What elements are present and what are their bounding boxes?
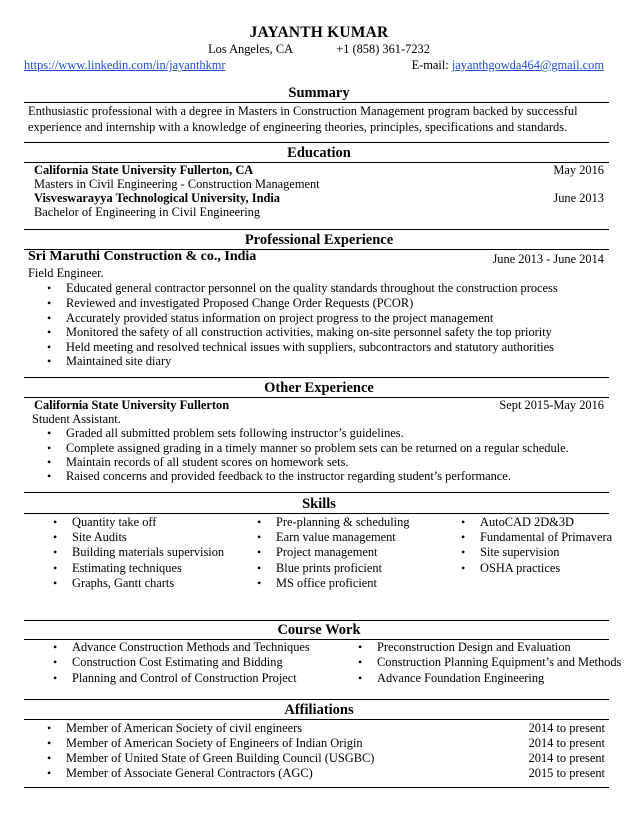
degree: Masters in Civil Engineering - Construction Management: [34, 177, 320, 191]
course-item: • Advance Foundation Engineering: [377, 671, 544, 686]
other-date: Sept 2015-May 2016: [499, 398, 604, 412]
email-link[interactable]: jayanthgowda464@gmail.com: [451, 58, 604, 72]
affiliation-date: 2014 to present: [528, 721, 605, 735]
role: Student Assistant.: [32, 412, 121, 426]
course-item: • Preconstruction Design and Evaluation: [377, 640, 571, 655]
skill-item: • Building materials supervision: [72, 545, 224, 560]
skill-item: • Project management: [276, 545, 378, 560]
experience-bullet: • Held meeting and resolved technical issues with suppliers, subcontractors and statutory authorities: [66, 340, 554, 355]
affiliation-item: • Member of United State of Green Building Council (USGBC): [66, 751, 374, 766]
degree: Bachelor of Engineering in Civil Engineering: [34, 205, 261, 219]
other-bullet: • Raised concerns and provided feedback to the instructor regarding student’s performance.: [66, 469, 511, 484]
skill-item: • Earn value management: [276, 530, 396, 545]
experience-bullet: • Educated general contractor personnel on the quality standards throughout the construction process: [66, 281, 558, 296]
skill-item: • Site supervision: [480, 545, 560, 560]
skill-item: • Fundamental of Primavera: [480, 530, 612, 545]
email-label: E-mail:: [411, 58, 449, 72]
affiliation-date: 2014 to present: [528, 751, 605, 765]
affiliations-bottom-divider: [24, 787, 609, 788]
education-heading: Education: [287, 145, 351, 161]
experience-bullet: • Monitored the safety of all construction activities, making on-site personnel safety the top priority: [66, 325, 552, 340]
skill-item: • Site Audits: [72, 530, 127, 545]
affiliations-top-divider: [24, 699, 609, 700]
summary-text: Enthusiastic professional with a degree in Masters in Construction Management program backed by successful experience and internship with a knowledge of engineering theories, principles, specifications and standards.: [28, 104, 578, 134]
education-date: June 2013: [553, 191, 604, 205]
org-name: California State University Fullerton: [34, 398, 230, 412]
company-name: Sri Maruthi Construction & co., India: [28, 249, 257, 264]
other-bullet: • Graded all submitted problem sets following instructor’s guidelines.: [66, 426, 404, 441]
email-line: [412, 58, 604, 73]
affiliation-item: • Member of American Society of civil engineers: [66, 721, 302, 736]
skills-heading: Skills: [302, 496, 336, 512]
course-item: • Advance Construction Methods and Techniques: [72, 640, 310, 655]
contact-line: [0, 42, 638, 57]
affiliations-divider: [24, 719, 609, 720]
location: Los Angeles, CA: [208, 42, 294, 56]
other-heading: Other Experience: [264, 380, 374, 396]
other-bullet: • Maintain records of all student scores on homework sets.: [66, 455, 349, 470]
candidate-name: JAYANTH KUMAR: [249, 24, 389, 41]
school-name: Visveswarayya Technological University, India: [34, 191, 280, 205]
affiliation-item: • Member of Associate General Contractors (AGC): [66, 766, 313, 781]
other-top-divider: [24, 377, 609, 378]
experience-heading: Professional Experience: [244, 232, 394, 248]
skill-item: • Estimating techniques: [72, 561, 182, 576]
experience-date: June 2013 - June 2014: [492, 252, 604, 266]
skill-item: • MS office proficient: [276, 576, 377, 591]
affiliations-heading: Affiliations: [284, 702, 354, 718]
course-item: • Construction Cost Estimating and Bidding: [72, 655, 283, 670]
phone: +1 (858) 361-7232: [336, 42, 430, 56]
affiliation-date: 2014 to present: [528, 736, 605, 750]
affiliation-item: • Member of American Society of Engineers of Indian Origin: [66, 736, 363, 751]
experience-bullet: • Reviewed and investigated Proposed Change Order Requests (PCOR): [66, 296, 413, 311]
school-name: California State University Fullerton, CA: [34, 163, 254, 177]
summary-heading: Summary: [288, 85, 350, 101]
experience-bullet: • Accurately provided status information on project progress to the project management: [66, 311, 493, 326]
education-top-divider: [24, 142, 609, 143]
skill-item: • Graphs, Gantt charts: [72, 576, 174, 591]
linkedin-link[interactable]: https://www.linkedin.com/in/jayanthkmr: [24, 58, 226, 72]
education-date: May 2016: [553, 163, 604, 177]
affiliation-date: 2015 to present: [528, 766, 605, 780]
course-item: • Construction Planning Equipment’s and Methods: [377, 655, 621, 670]
experience-top-divider: [24, 229, 609, 230]
skills-top-divider: [24, 492, 609, 493]
skill-item: • Quantity take off: [72, 515, 156, 530]
coursework-top-divider: [24, 620, 609, 621]
other-bullet: • Complete assigned grading in a timely manner so problem sets can be returned on a regular schedule.: [66, 441, 569, 456]
skill-item: • Pre-planning & scheduling: [276, 515, 410, 530]
skill-item: • OSHA practices: [480, 561, 560, 576]
skills-divider: [24, 513, 609, 514]
skill-item: • AutoCAD 2D&3D: [480, 515, 574, 530]
course-item: • Planning and Control of Construction Project: [72, 671, 297, 686]
experience-bullet: • Maintained site diary: [66, 354, 171, 369]
skill-item: • Blue prints proficient: [276, 561, 382, 576]
role: Field Engineer.: [28, 266, 104, 280]
coursework-heading: Course Work: [277, 622, 361, 638]
